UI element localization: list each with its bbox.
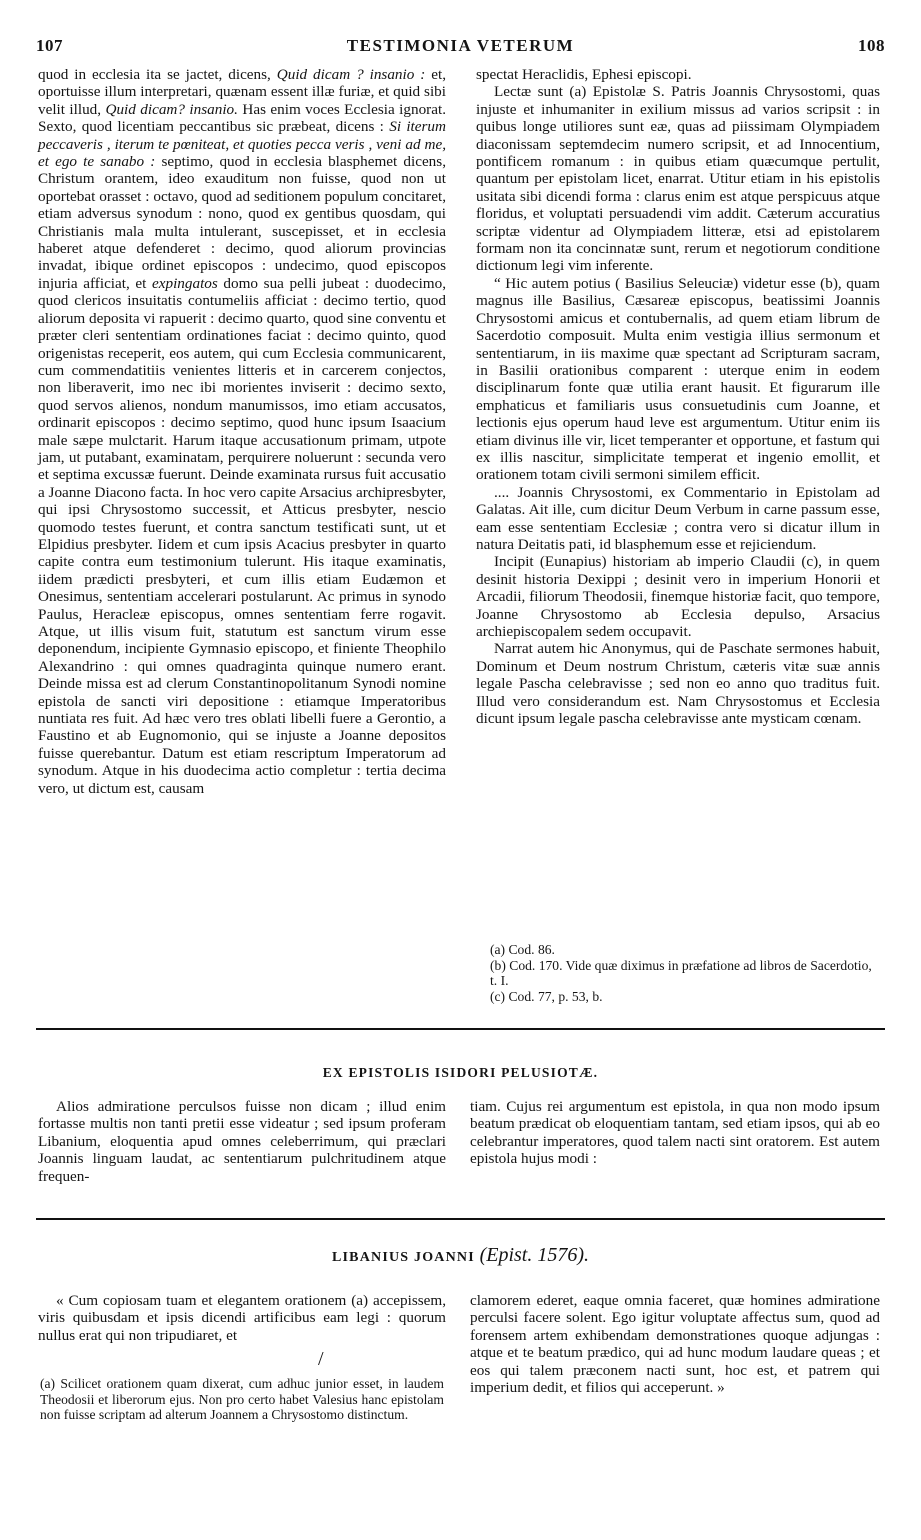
paragraph: “ Hic autem potius ( Basilius Seleuciæ) videtur esse (b), quam magnus ille Basilius, Cæsareæ episcopus, beatissimi Joannis Chrysostomi amicus et contubernalis, ad quem etiam librum de Sacerdotio composuit. Multa enim vestigia illius sermonum et sententiarum, in iis maxime quæ spectant ad Scripturam sacram, in Basilii orationibus comparent : uterque enim in eodem disciplinarum fonte quæ utilia erant hausit. Et figurarum ille emphaticus et familiaris usus consuetudinis cum Joanne, et lectionis ejus operum haud leve est argumentum. Utitur enim iis etiam divinus ille vir, licet temperanter et opportune, et fastum qui ex illis nascitur, simplicitate temperat et ingenio emollit, et orationem totam civili sermoni similem efficit. bbox=[476, 274, 880, 484]
paragraph: Lectæ sunt (a) Epistolæ S. Patris Joannis Chrysostomi, quas injuste et inhumaniter in exilium missus ad varios scripsit : in quibus longe utiliores sunt eæ, quas ad piissimam Olympiadem diaconissam septemdecim numero scripsit, et ad Innocentium, pontificem romanum : in quibus etiam quæcumque pertulit, quantum per epistolam licet, enarrat. Utitur etiam in his epistolis usitata sibi dicendi forma : clarus enim est atque perspicuus atque floridus, et voluptati persuadendi vim addit. Cæterum accuratius scriptæ videntur ad Olympiadem litteræ, etsi ad epistolarem formam non ita concinnatæ sunt, rerum et negotiorum conditione dictionum legi vim inferente. bbox=[476, 83, 880, 275]
text-run: quod in ecclesia ita se jactet, dicens, bbox=[38, 66, 277, 83]
footnote: (a) Cod. 86. bbox=[490, 942, 555, 957]
running-title: TESTIMONIA VETERUM bbox=[346, 36, 575, 55]
footnotes-right bbox=[490, 942, 882, 1004]
running-header bbox=[36, 36, 885, 60]
section-heading-isidore: EX EPISTOLIS ISIDORI PELUSIOTÆ. bbox=[322, 1065, 599, 1080]
paragraph bbox=[38, 66, 446, 797]
paragraph: Narrat autem hic Anonymus, qui de Paschate sermones habuit, Dominum et Deum nostrum Christum, cæteris vitæ suæ annis legale Pascha celebravisse ; sed non eo anno quo traditus fuit. Illud vero considerandum est. Nam Chrysostomus et Ecclesia dicunt ipsum legale pascha celebravisse ante mysticam cœnam. bbox=[476, 640, 880, 728]
isidore-column-right bbox=[470, 1098, 880, 1168]
libanius-column-right bbox=[470, 1292, 880, 1396]
footnote: (c) Cod. 77, p. 53, b. bbox=[490, 988, 603, 1004]
paragraph: Alios admiratione perculsos fuisse non dicam ; illud enim fortasse multis non tanti pretii esse videatur ; sed ipsum proferam Libanium, eloquentia apud omnes celeberrimum, qui præclari Joannis linguam laudat, ac sententiarum pulchritudinem atque frequen- bbox=[38, 1098, 446, 1185]
paragraph: clamorem ederet, eaque omnia faceret, quæ homines admiratione perculsi facere solent. Ego igitur voluptate affectus sum, quod ad forensem artem exhibendam demonstrationes quoque adjungas : atque et te beatum prædico, qui ad hunc modum laudare queas ; et eos qui talem præconem nacti sunt, hoc est, et patrem qui imperium dedit, et filios qui acceperunt. » bbox=[470, 1292, 880, 1397]
slash-mark: / bbox=[318, 1348, 324, 1370]
text-run: et, oportuisse illum interpretari, quænam essent illæ furiæ, et quid sibi velit illud, bbox=[38, 66, 446, 118]
section-heading-libanius bbox=[0, 1244, 921, 1267]
isidore-column-left bbox=[38, 1098, 446, 1185]
italic-run: Quid dicam ? insanio : bbox=[276, 66, 426, 83]
paragraph: « Cum copiosam tuam et elegantem orationem (a) accepissem, viris quibusdam et ipsis dicendi artificibus eam legi : quorum nullus erat qui non tripudiaret, et bbox=[38, 1292, 446, 1344]
italic-run: expingatos bbox=[152, 274, 218, 292]
column-left-text bbox=[38, 66, 446, 797]
italic-run: Quid dicam? insanio. bbox=[105, 100, 238, 118]
paragraph: Incipit (Eunapius) historiam ab imperio Claudii (c), in quem desinit historia Dexippi ; desinit vero in imperium Honorii et Arcadii, filiorum Theodosii, finemque historiæ facit, quo tempore, Joanne Chrysostomo ab Ecclesia depulso, Arsacius archiepiscopalem sedem occupavit. bbox=[476, 553, 880, 640]
paragraph: spectat Heraclidis, Ephesi episcopi. bbox=[476, 66, 692, 83]
text-run: Has enim voces Ecclesia ignorat. Sexto, quod licentiam peccantibus sic præbeat, dicens : bbox=[38, 100, 447, 136]
heading-reference: (Epist. 1576). bbox=[479, 1244, 589, 1266]
page-number-right: 108 bbox=[858, 36, 885, 55]
text-run: domo sua pelli jubeat : duodecimo, quod clericos insuitatis contumeliis afficiat : decimo tertio, quod aliorum deposita vi rapuerit : decimo quarto, quod sine conventu et præter cleri sententiam ordinationes faciat : decimo quinto, quod origenistas receperit, eos autem, qui cum Ecclesia communicarent, cum commendatitiis venientes litteris et in carcerem conjectos, non liberaverit, imo nec ibi morientes inviserit : decimo sexto, quod servos alienos, nondum manumissos, imo etiam accusatos, ordinarit episcopos : decimo septimo, quod hunc ipsum Isaacium male sæpe mulctarit. Harum itaque accusationum primam, utpote jam, ut putabant, examinatam, perquirere noluerunt : secunda vero et septima excussæ fuerunt. Deinde examinata rursus fuit accusatio a Joanne Diacono facta. In hoc vero capite Arsacius archipresbyter, qui ipsi Chrysostomo successit, et Atticus presbyter, nescio quomodo testes fuerunt, et contra sanctum testificati sunt, ut et Elpidius presbyter. Iidem et cum ipsis Acacius presbyter in quarto capite contra eum testimonium tulerunt. His itaque examinatis, iidem prædicti presbyteri, et cum illis etiam Eudæmon et Onesimus, sententiam accelerari postularunt. Ac primus in synodo Paulus, Heracleæ episcopus, omnes sententiam ferre rogavit. Atque, ut illis visum fuit, statutum est sanctum virum esse deponendum, incipiente Gymnasio episcopo, et finiente Theophilo Alexandrino : qui omnes quadraginta quinque numero erant. Deinde missa est ad clerum Constantinopolitanum Synodi nomine epistola de sancti viri depositione : etiamque Imperatoribus nuntiata res fuit. Ad hæc vero tres oblati libelli fuere a Gerontio, a Faustino et ab Eugnomonio, qui se injuste a Joanne depositos fuisse querebantur. Datum est etiam rescriptum Imperatorum ad synodum. Atque in his duodecima actio completur : tertia decima vero, ut dictum est, causam bbox=[38, 274, 447, 797]
column-right-text bbox=[476, 66, 880, 727]
footnote-libanius: (a) Scilicet orationem quam dixerat, cum adhuc junior esset, in laudem Theodosii et liberorum ejus. Non pro certo habet Valesius hanc epistolam non fuisse scriptam ad alterum Joannem a Chrysostomo distinctum. bbox=[40, 1376, 444, 1423]
page-number-left: 107 bbox=[36, 36, 63, 55]
paragraph: tiam. Cujus rei argumentum est epistola, in qua non modo ipsum beatum prædicat ob eloquentiam tantam, sed etiam ipsos, qui ab eo celebrantur imperatores, quod talem nacti sint oratorem. Est autem epistola hujus modi : bbox=[470, 1098, 880, 1168]
heading-text: LIBANIUS JOANNI bbox=[332, 1250, 475, 1265]
section-divider bbox=[36, 1218, 885, 1220]
text-run: septimo, quod in ecclesia blasphemet dicens, Christum orantem, ideo exauditum non fuisse, quod non ut oportebat orasset : octavo, quod ad seditionem populum concitaret, etiam adversus synodum : nono, quod ex gentibus quosdam, qui Christianis mala multa intulerant, suscepisset, et in ecclesia haberet atque defenderet : decimo, quod aliorum provincias invadat, ibique ordinet episcopos : undecimo, quod episcopos injuria afficiat, et bbox=[38, 153, 446, 292]
footnote: (b) Cod. 170. Vide quæ diximus in præfatione ad libros de Sacerdotio, t. I. bbox=[490, 957, 872, 989]
paragraph: .... Joannis Chrysostomi, ex Commentario in Epistolam ad Galatas. Ait ille, cum dicitur Deum Verbum in carne passum esse, eam esse sententiam Ecclesiæ ; contra vero si dicatur illum in natura Deitatis pati, id blasphemum esse et rejiciendum. bbox=[476, 483, 880, 553]
libanius-column-left bbox=[38, 1292, 446, 1344]
italic-run: Si iterum peccaveris , iterum te pœniteat, et quoties pecca veris , veni ad me, et ego te sanabo : bbox=[38, 118, 446, 171]
section-divider bbox=[36, 1028, 885, 1030]
